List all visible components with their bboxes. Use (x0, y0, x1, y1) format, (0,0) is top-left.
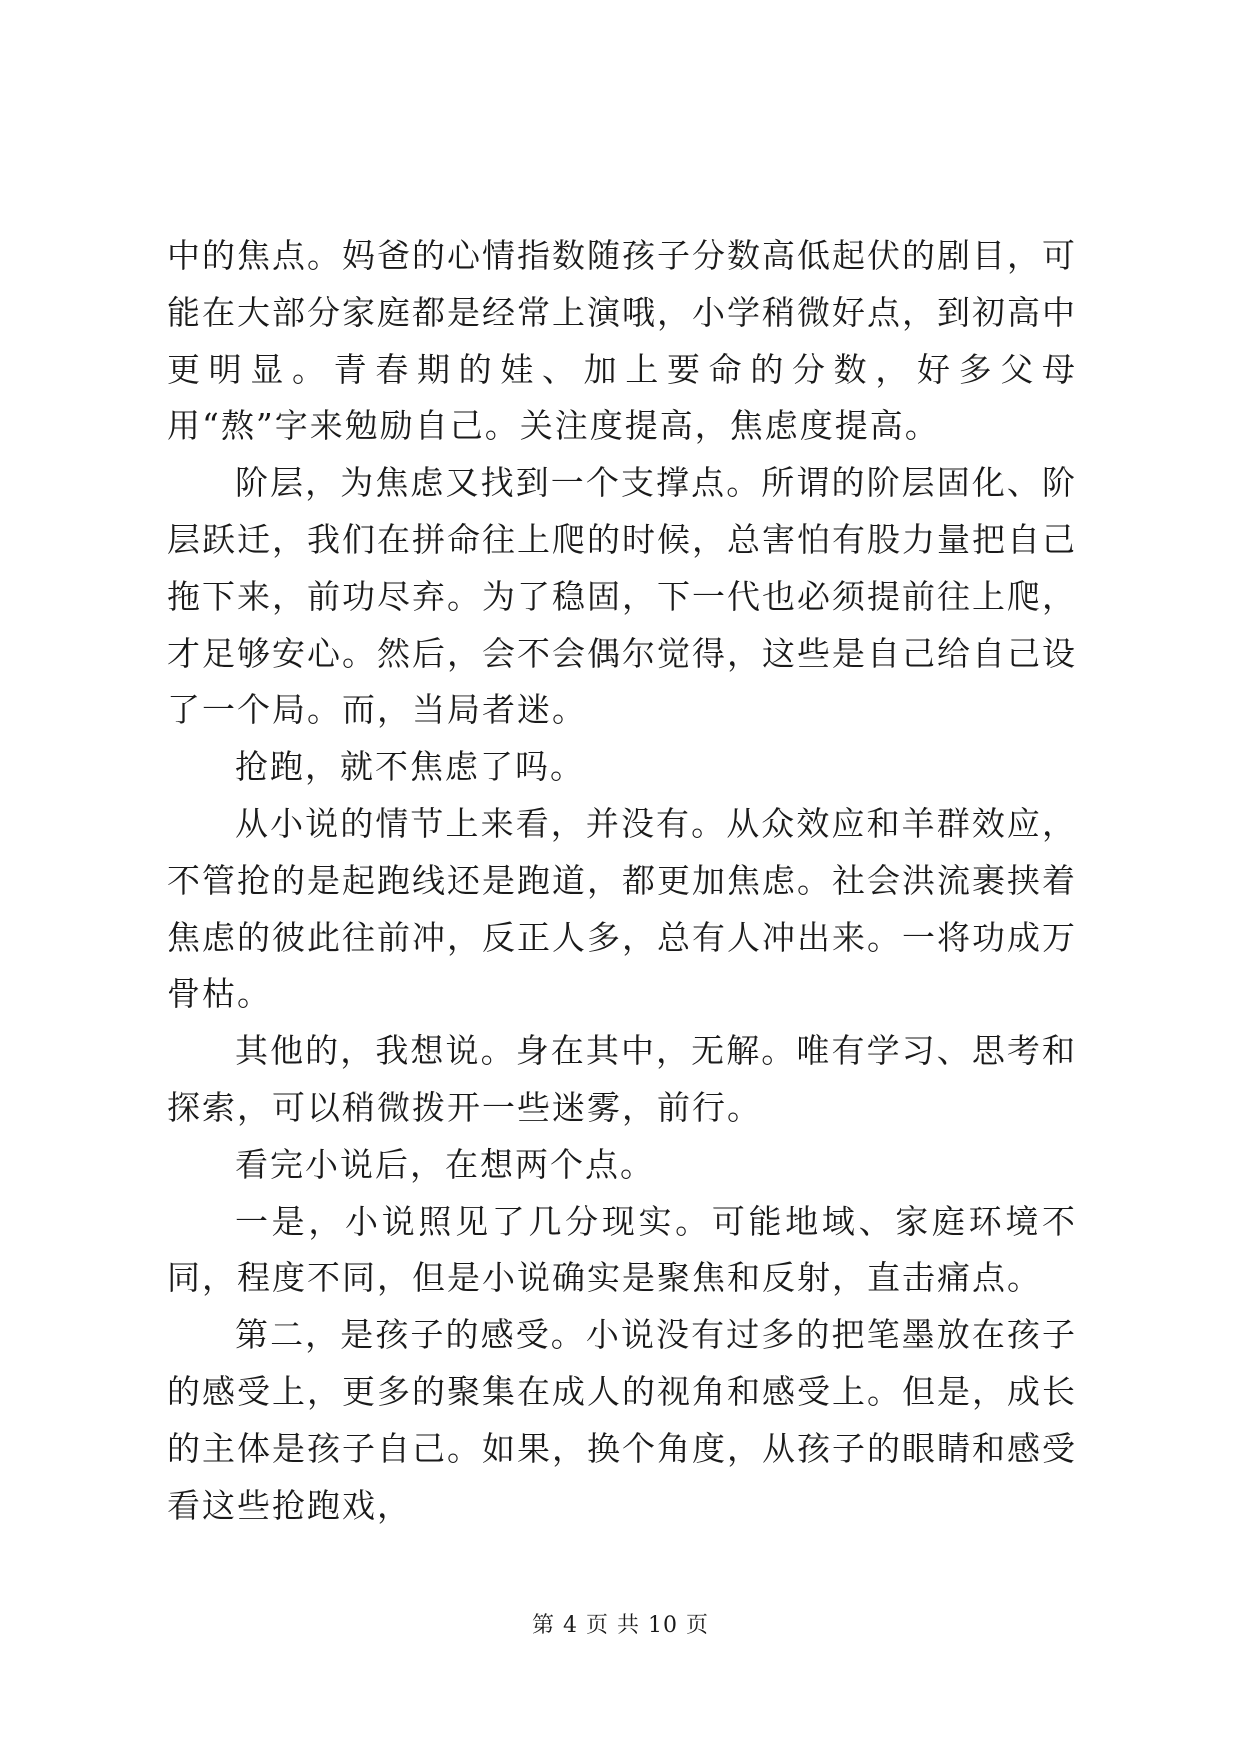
paragraph-4: 从小说的情节上来看，并没有。从众效应和羊群效应，不管抢的是起跑线还是跑道，都更加焦虑。社会洪流裹挟着焦虑的彼此往前冲，反正人多，总有人冲出来。一将功成万骨枯。 (167, 803, 1077, 1014)
page-footer: 第 4 页 共 10 页 (532, 1613, 709, 1638)
paragraph-2: 阶层，为焦虑又找到一个支撑点。所谓的阶层固化、阶层跃迁，我们在拼命往上爬的时候，总害怕有股力量把自己拖下来，前功尽弃。为了稳固，下一代也必须提前往上爬，才足够安心。然后，会不会偶尔觉得，这些是自己给自己设了一个局。而，当局者迷。 (167, 463, 1077, 730)
paragraph-3: 抢跑，就不焦虑了吗。 (235, 747, 585, 787)
paragraph-5: 其他的，我想说。身在其中，无解。唯有学习、思考和探索，可以稍微拨开一些迷雾，前行。 (167, 1031, 1077, 1127)
paragraph-1: 中的焦点。妈爸的心情指数随孩子分数高低起伏的剧目，可能在大部分家庭都是经常上演哦，小学稍微好点，到初高中更明显。青春期的娃、加上要命的分数，好多父母用“熬”字来勉励自己。关注度提高，焦虑度提高。 (167, 236, 1077, 446)
paragraph-6: 看完小说后，在想两个点。 (235, 1144, 655, 1184)
body-text (167, 228, 1077, 1534)
paragraph-8: 第二，是孩子的感受。小说没有过多的把笔墨放在孩子的感受上，更多的聚集在成人的视角和感受上。但是，成长的主体是孩子自己。如果，换个角度，从孩子的眼睛和感受看这些抢跑戏， (167, 1315, 1077, 1525)
paragraph-7: 一是，小说照见了几分现实。可能地域、家庭环境不同，程度不同，但是小说确实是聚焦和反射，直击痛点。 (167, 1201, 1077, 1298)
